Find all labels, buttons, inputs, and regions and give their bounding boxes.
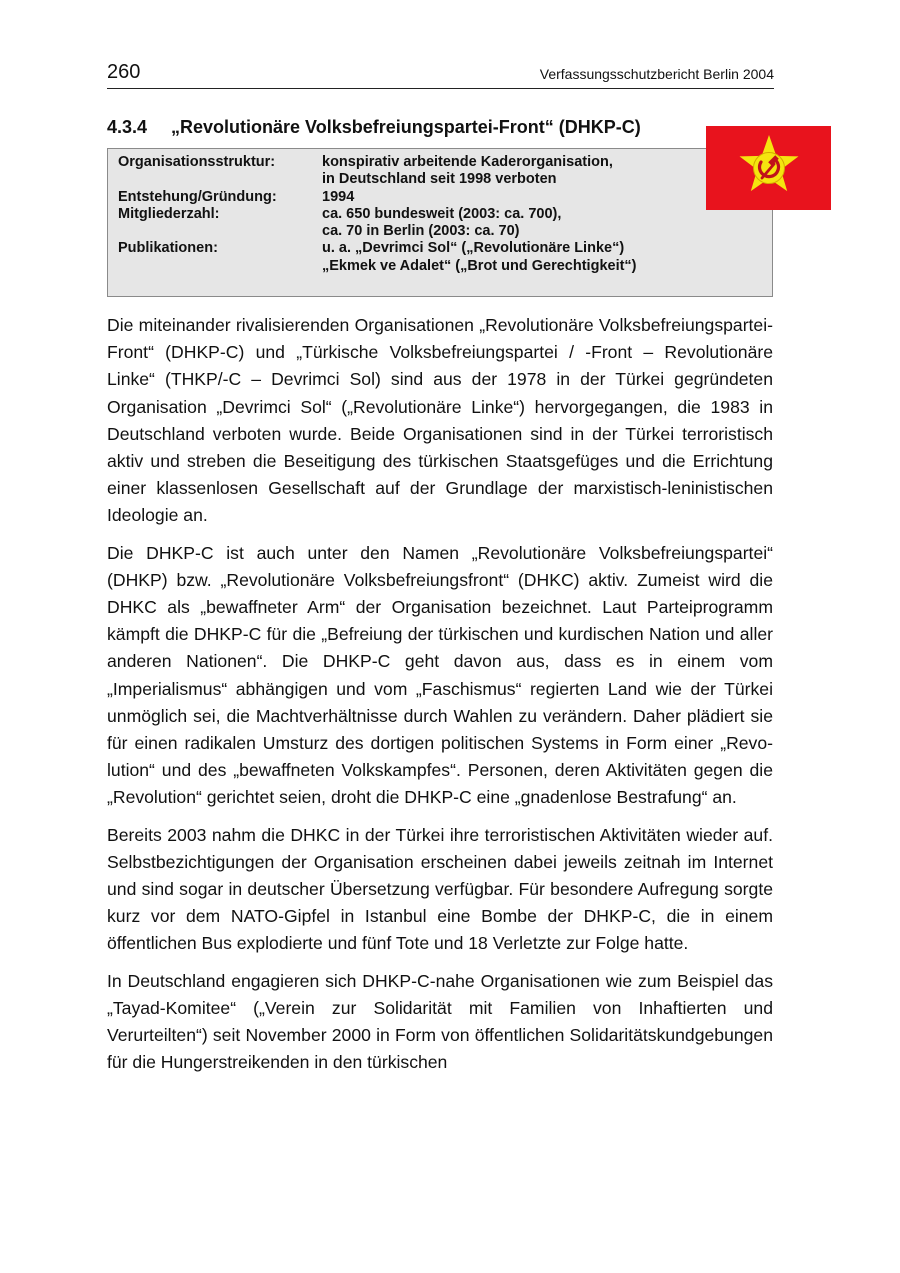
paragraph: Die miteinander rivalisierenden Organisationen „Revolutionäre Volksbefreiungspartei-Front“ (DHKP-C) und „Türkische Volksbefreiungspartei / -Front – Revolutionäre Linke“ (THKP/-C – Devrimci Sol) sind aus der 1978 in der Türkei gegründeten Organisation „Devrimci Sol“ („Revolutionäre Linke“) hervorgegangen, die 1983 in Deutschland verboten wurde. Beide Organisationen sind in der Türkei terroristisch aktiv und streben die Beseitigung des türkischen Staatsgefüges und die Errichtung einer klassenlosen Gesellschaft auf der Grundlage der marxistisch-leninistischen Ideologie an. <box>107 315 773 526</box>
info-row <box>118 206 772 241</box>
section-title: „Revolutionäre Volksbefreiungspartei-Front“ (DHKP-C) <box>171 117 641 137</box>
info-label: Entstehung/Gründung: <box>118 188 277 205</box>
info-row <box>118 154 772 189</box>
section-heading <box>107 117 641 138</box>
info-value: konspirativ arbeitende Kaderorganisation, <box>322 154 613 170</box>
paragraph: In Deutschland engagieren sich DHKP-C-nahe Organisationen wie zum Beispiel das „Tayad-Komitee“ („Verein zur Solidarität mit Familien von Inhaftierten und Verurteilten“) seit November 2000 in Form von öffentlichen Solidaritätskundgebungen für die Hungerstreikenden in den türkischen <box>107 970 773 1073</box>
page-header <box>107 58 774 89</box>
info-value: ca. 650 bundesweit (2003: ca. 700), <box>322 205 562 222</box>
info-label: Mitgliederzahl: <box>118 205 220 222</box>
organisation-flag <box>706 126 831 210</box>
page-number: 260 <box>107 61 141 83</box>
paragraph: Bereits 2003 nahm die DHKC in der Türkei ihre terroristischen Aktivitäten wieder auf. Selbstbezichtigungen der Organisation erscheinen dabei jeweils zeitnah im Internet und sind sogar in deutscher Übersetzung verfügbar. Für besondere Aufregung sorgte kurz vor dem NATO-Gipfel in Istanbul eine Bombe der DHKP-C, die in einem öffentlichen Bus explodierte und fünf Tote und 18 Verletzte zur Folge hatte. <box>107 824 773 954</box>
section-number: 4.3.4 <box>107 117 148 137</box>
info-values <box>322 240 637 275</box>
info-values <box>322 154 613 189</box>
info-value: in Deutschland seit 1998 verboten <box>322 171 557 188</box>
info-value: „Ekmek ve Adalet“ („Brot und Gerechtigkeit“) <box>322 257 637 274</box>
info-label: Publikationen: <box>118 240 218 257</box>
organisation-info-box <box>107 148 773 297</box>
info-value: ca. 70 in Berlin (2003: ca. 70) <box>322 223 520 240</box>
info-value: u. a. „Devrimci Sol“ („Revolutionäre Linke“) <box>322 240 625 257</box>
info-row <box>118 189 772 206</box>
flag-emblem-icon <box>706 126 831 210</box>
running-title: Verfassungsschutzbericht Berlin 2004 <box>539 66 774 82</box>
info-label: Organisationsstruktur: <box>118 154 276 170</box>
info-values <box>322 189 354 206</box>
info-value: 1994 <box>322 188 355 205</box>
paragraph: Die DHKP-C ist auch unter den Namen „Revolutionäre Volksbefreiungspartei“ (DHKP) bzw. „Revolutionäre Volksbefreiungsfront“ (DHKC) aktiv. Zumeist wird die DHKC als „bewaffneter Arm“ der Organisation bezeichnet. Laut Parteiprogramm kämpft die DHKP-C für die „Befreiung der türkischen und kurdischen Nation und aller anderen Nationen“. Die DHKP-C geht davon aus, dass es in einem vom „Imperialismus“ abhängigen und vom „Faschismus“ regierten Land wie der Türkei unmöglich sei, die Machtverhältnisse durch Wahlen zu verändern. Daher plädiert sie für einen radikalen Umsturz des dortigen politischen Systems in Form einer „Revolution“ und des „bewaffneten Volkskampfes“. Personen, deren Aktivitäten gegen die „Revolution“ gerichtet seien, droht die DHKP-C eine „gnadenlose Bestrafung“ an. <box>107 542 773 808</box>
body-text <box>107 312 773 1086</box>
info-row <box>118 240 772 275</box>
info-values <box>322 206 561 241</box>
